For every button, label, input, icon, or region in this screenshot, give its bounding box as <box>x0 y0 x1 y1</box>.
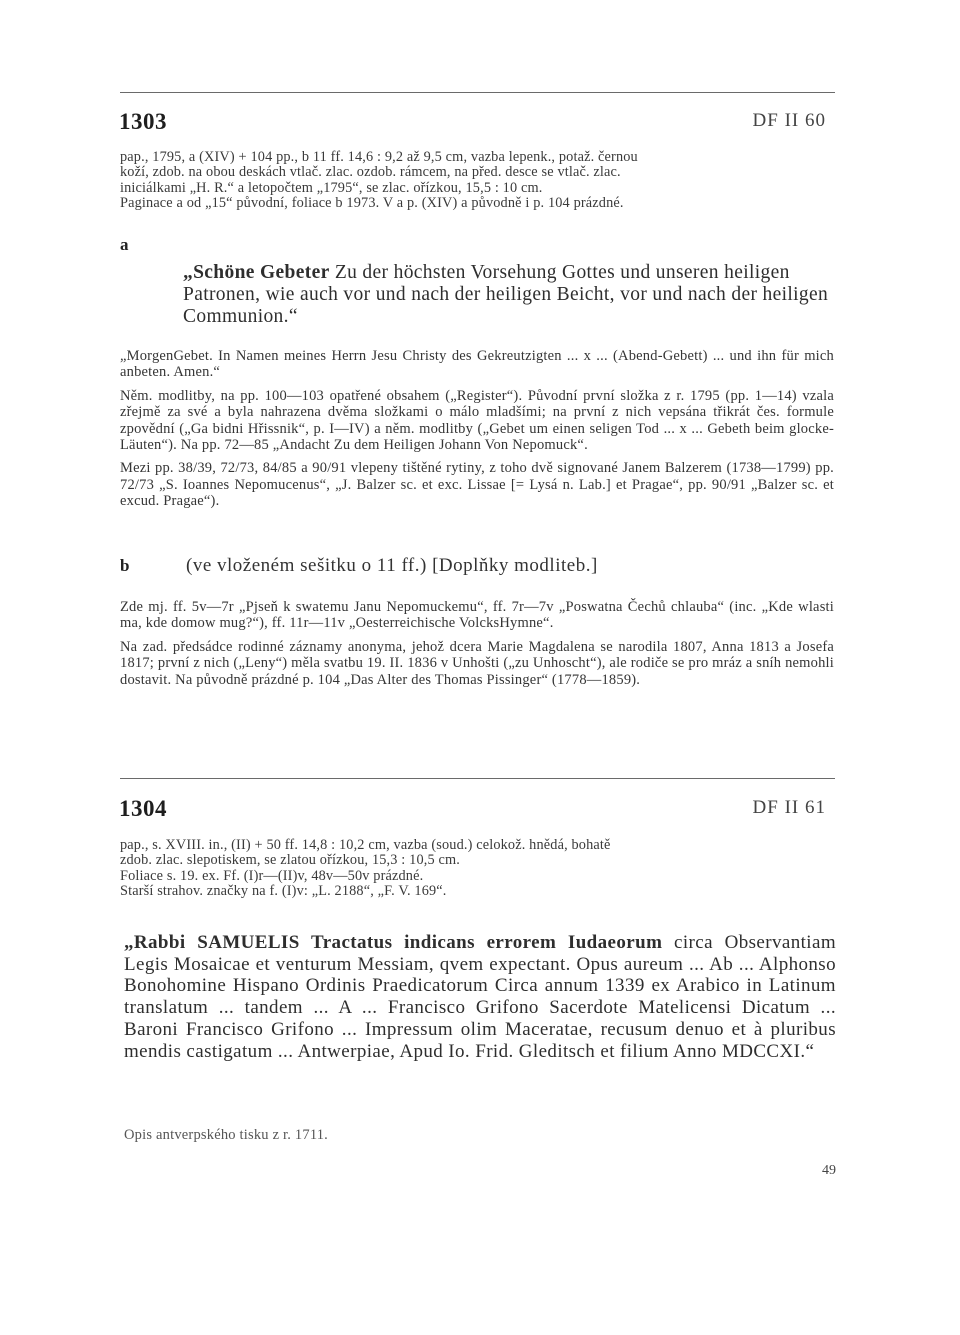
description-line: Foliace s. 19. ex. Ff. (I)r—(II)v, 48v—50v prázdné. <box>120 867 424 884</box>
description-line: zdob. zlac. slepotiskem, se zlatou ořízkou, 15,3 : 10,5 cm. <box>120 852 460 869</box>
part-b-label: b <box>120 556 130 575</box>
note-paragraph: Zde mj. ff. 5v—7r „Pjseň k swatemu Janu Nepomuckemu“, ff. 7r—7v „Poswatna Čechů chlauba“ (inc. „Kde wlasti ma, kde domow mug?“), ff. 11r—11v „Oesterreichische VolcksHymne“. <box>120 599 834 632</box>
description-line: pap., 1795, a (XIV) + 104 pp., b 11 ff. 14,6 : 9,2 až 9,5 cm, vazba lepenk., potaž. černou <box>120 149 638 165</box>
description-line: Starší strahov. značky na f. (I)v: „L. 2188“, „F. V. 169“. <box>120 882 447 899</box>
part-a-label: a <box>120 235 129 254</box>
note-paragraph: Mezi pp. 38/39, 72/73, 84/85 a 90/91 vlepeny tištěné rytiny, z toho dvě signované Janem Balzerem (1738—1799) pp. 72/73 „S. Ioannes Nepomucenus“, „J. Balzer sc. et exc. Lissae [= Lysá n. Lab.] et Pragae“, pp. 90/91 „Balzer sc. et excud. Pragae“). <box>120 460 834 510</box>
description-line: pap., s. XVIII. in., (II) + 50 ff. 14,8 : 10,2 cm, vazba (soud.) celokož. hnědá, bohatě <box>120 837 611 853</box>
part-b-title: (ve vloženém sešitku o 11 ff.) [Doplňky modliteb.] <box>186 555 598 576</box>
physical-description <box>120 150 840 211</box>
title-rest: circa Observantiam Legis Mosaicae et venturum Messiam, qvem expectant. Opus aureum ... Ab ... Alphonso Bonohomine Hispano Ordinis Praedicatorum Circa annum 1339 ex Arabico in Latinum translatum ... tandem ... A ... Francisco Grifono Sacerdote Matelicensi Dicatum ... Baroni Francisco Grifono ... Impressum olim Maceratae, recusum denuo et à pluribus mendis castigatum ... Antwerpiae, Apud Io. Frid. Gleditsch et filium Anno MDCCXI.“ <box>124 932 836 1062</box>
top-rule <box>120 92 835 93</box>
description-line: iniciálkami „H. R.“ a letopočtem „1795“, se zlac. ořízkou, 15,5 : 10 cm. <box>120 179 543 196</box>
page-number: 49 <box>822 1163 836 1178</box>
physical-description <box>120 838 840 899</box>
part-a-notes <box>120 348 834 517</box>
copy-note: Opis antverpského tisku z r. 1711. <box>124 1127 329 1143</box>
shelf-signature: DF II 60 <box>752 110 826 131</box>
shelf-signature: DF II 61 <box>752 797 826 818</box>
note-paragraph: Něm. modlitby, na pp. 100—103 opatřené obsahem („Register“). Původní první složka z r. 1795 (pp. 1—14) vzala zřejmě za své a byla nahrazena dvěma složkami o málo mladšími; na první z nich vepsána třikrát čes. formule zpovědní („Ga bidni Hřissnik“, p. I—IV) a něm. modlitby („Gebet um einen seligen Tod ... x ... Gebeth beim glocke-Läuten“). Na pp. 72—85 „Andacht Zu dem Heiligen Johann Von Nepomuck“. <box>120 387 834 454</box>
title-rest: Zu der höchsten Vorsehung Gottes und unseren heiligen Patronen, wie auch vor und nach der heiligen Beicht, vor und nach der heiligen Communion.“ <box>183 262 829 327</box>
work-title <box>124 932 836 1062</box>
part-a-title <box>183 262 833 328</box>
description-line: koží, zdob. na obou deskách vtlač. zlac. ozdob. rámcem, na před. desce se vtlač. zlac. <box>120 164 621 181</box>
entry-number: 1304 <box>119 796 167 821</box>
entry-number: 1303 <box>119 109 167 134</box>
part-b-notes <box>120 599 834 695</box>
title-lead: „Rabbi SAMUELIS Tractatus indicans errorem Iudaeorum <box>124 932 663 953</box>
incipit-paragraph: „MorgenGebet. In Namen meines Herrn Jesu Christy des Gekreutzigten ... x ... (Abend-Gebett) ... und ihn für mich anbeten. Amen.“ <box>120 348 834 381</box>
note-paragraph: Na zad. předsádce rodinné záznamy anonyma, jehož dcera Marie Magdalena se narodila 1807, Anna 1813 a Josefa 1817; první z nich („Leny“) měla svatbu 19. II. 1836 v Unhošti („zu Unhoscht“), ale rodiče se pro mráz a sníh nemohli dostavit. Na původně prázdné p. 104 „Das Alter des Thomas Pissinger“ (1778—1859). <box>120 638 834 688</box>
description-line: Paginace a od „15“ původní, foliace b 1973. V a p. (XIV) a původně i p. 104 prázdné. <box>120 194 624 211</box>
separator-rule <box>120 778 835 779</box>
title-lead: „Schöne Gebeter <box>183 262 330 283</box>
